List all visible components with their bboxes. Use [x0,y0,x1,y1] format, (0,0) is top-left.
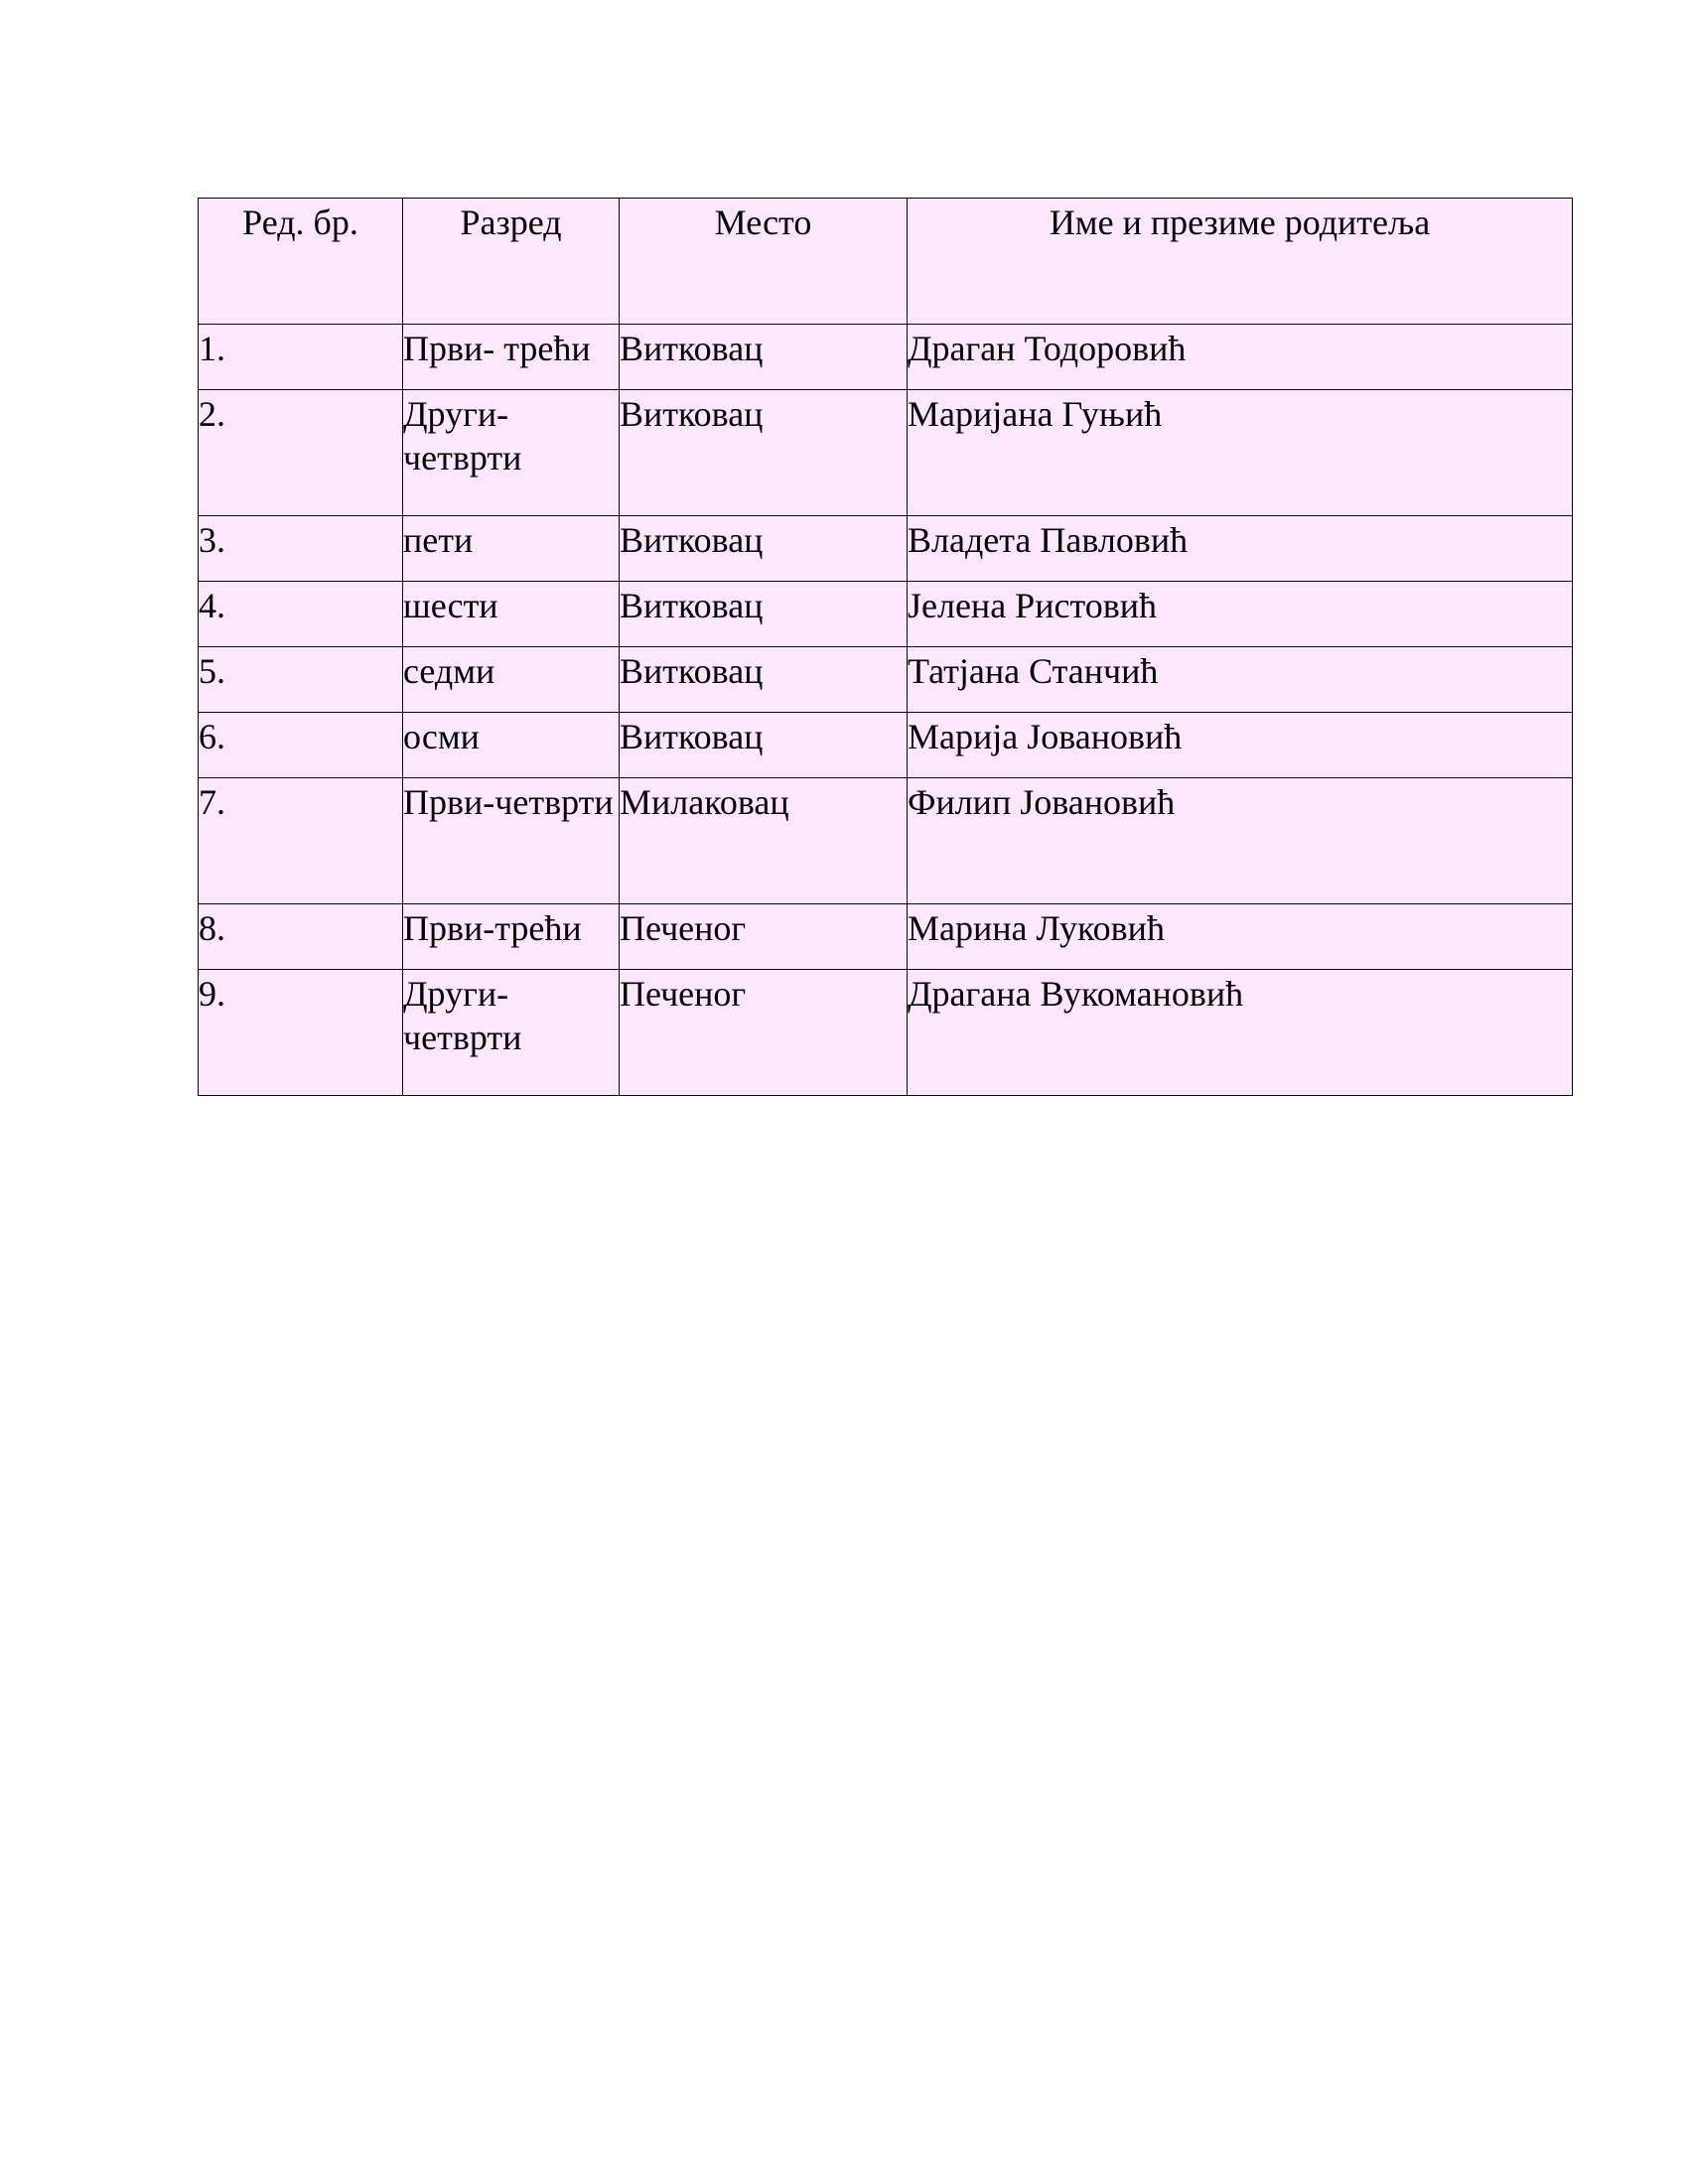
cell-number: 7. [199,778,403,904]
cell-parent-name: Марина Луковић [908,904,1573,970]
cell-number: 8. [199,904,403,970]
cell-parent-name: Татјана Станчић [908,647,1573,713]
cell-number: 2. [199,390,403,516]
cell-place: Витковац [620,390,908,516]
cell-grade: шести [403,582,620,647]
table-row [199,713,1573,778]
cell-parent-name: Драган Тодоровић [908,325,1573,390]
cell-place: Витковац [620,582,908,647]
cell-number: 9. [199,970,403,1096]
cell-parent-name: Филип Јовановић [908,778,1573,904]
table-row [199,582,1573,647]
cell-grade: пети [403,516,620,582]
cell-grade: Други-четврти [403,390,620,516]
table-header-row [199,199,1573,325]
header-number: Ред. бр. [199,199,403,325]
cell-number: 3. [199,516,403,582]
table-row [199,390,1573,516]
cell-number: 6. [199,713,403,778]
cell-number: 1. [199,325,403,390]
table-row [199,647,1573,713]
cell-number: 5. [199,647,403,713]
cell-parent-name: Јелена Ристовић [908,582,1573,647]
header-parent-name: Име и презиме родитеља [908,199,1573,325]
cell-parent-name: Владета Павловић [908,516,1573,582]
cell-parent-name: Драгана Вукомановић [908,970,1573,1096]
cell-grade: Други-четврти [403,970,620,1096]
table-row [199,778,1573,904]
header-grade: Разред [403,199,620,325]
cell-place: Витковац [620,516,908,582]
table-row [199,325,1573,390]
cell-place: Витковац [620,647,908,713]
table-row [199,970,1573,1096]
table-row [199,904,1573,970]
cell-grade: седми [403,647,620,713]
cell-place: Милаковац [620,778,908,904]
header-place: Место [620,199,908,325]
cell-parent-name: Марија Јовановић [908,713,1573,778]
table-row [199,516,1573,582]
cell-place: Печеног [620,970,908,1096]
cell-number: 4. [199,582,403,647]
cell-place: Печеног [620,904,908,970]
cell-grade: Први- трећи [403,325,620,390]
cell-grade: Први-трећи [403,904,620,970]
parents-table [198,198,1573,1096]
cell-parent-name: Маријана Гуњић [908,390,1573,516]
cell-grade: осми [403,713,620,778]
cell-place: Витковац [620,325,908,390]
cell-place: Витковац [620,713,908,778]
cell-grade: Први-четврти [403,778,620,904]
